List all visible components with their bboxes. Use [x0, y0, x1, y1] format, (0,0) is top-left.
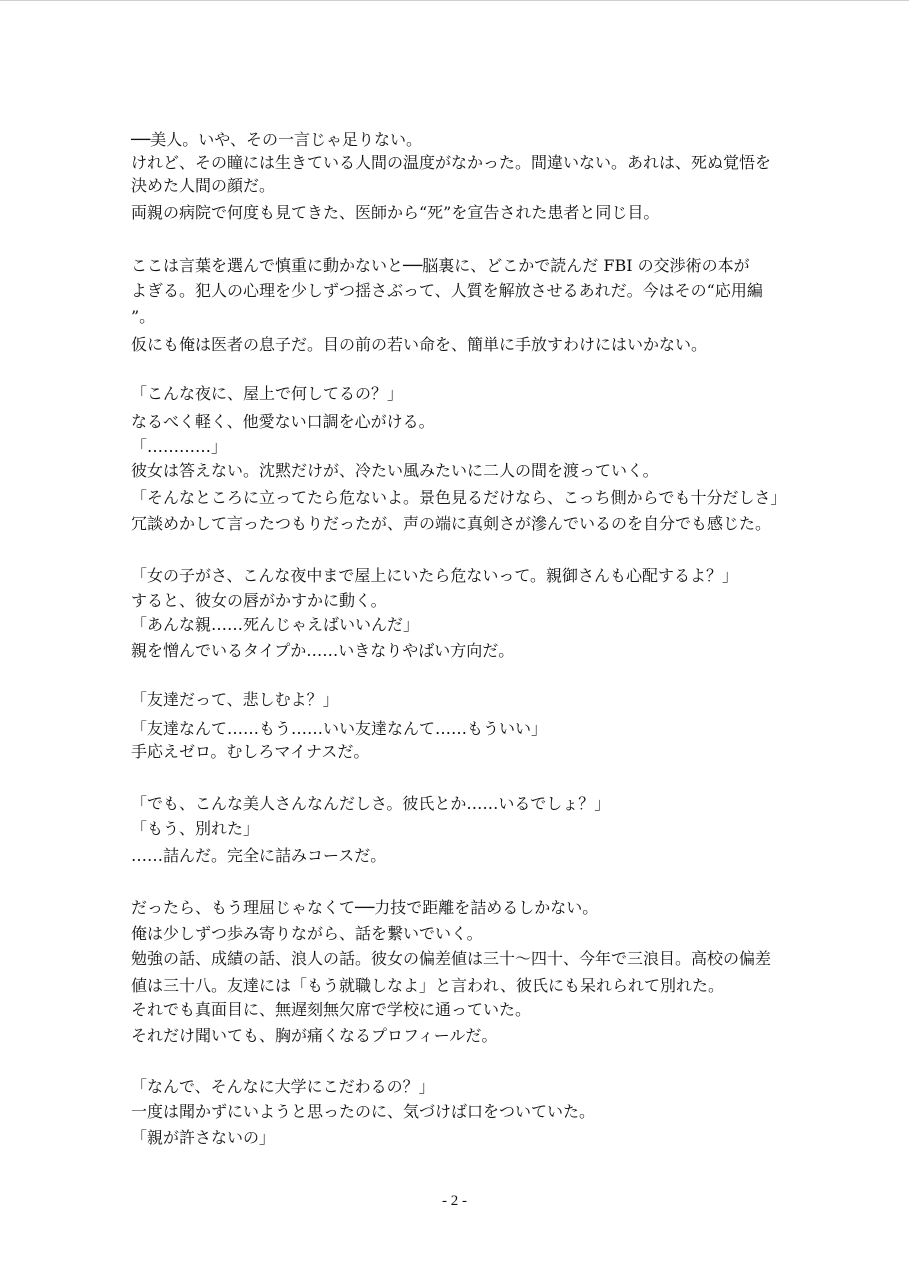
text-line: 両親の病院で何度も見てきた、医師から“死”を宣告された患者と同じ目。 — [131, 203, 660, 222]
text-line: 「親が許さないの」 — [131, 1128, 276, 1147]
text-line: ──美人。いや、その一言じゃ足りない。 — [131, 130, 422, 149]
page-number: - 2 - — [442, 1193, 467, 1209]
text-line: 「友達だって、悲しむよ？」 — [131, 690, 339, 709]
text-line: 「…………」 — [131, 437, 228, 456]
text-line: 値は三十八。友達には「もう就職しなよ」と言われ、彼氏にも呆れられて別れた。 — [131, 976, 724, 995]
text-line: 冗談めかして言ったつもりだったが、声の端に真剣さが滲んでいるのを自分でも感じた。 — [131, 514, 772, 533]
text-line: それでも真面目に、無遅刻無欠席で学校に通っていた。 — [131, 1000, 532, 1019]
text-line: 「女の子がさ、こんな夜中まで屋上にいたら危ないって。親御さんも心配するよ？」 — [131, 566, 739, 585]
text-line: 親を憎んでいるタイプか……いきなりやばい方向だ。 — [131, 641, 515, 660]
text-line: けれど、その瞳には生きている人間の温度がなかった。間違いない。あれは、死ぬ覚悟を — [131, 153, 772, 172]
text-line: 勉強の話、成績の話、浪人の話。彼女の偏差値は三十〜四十、今年で三浪目。高校の偏差 — [131, 949, 772, 968]
text-line: 「でも、こんな美人さんなんだしさ。彼氏とか……いるでしょ？」 — [131, 794, 611, 813]
text-line: 「もう、別れた」 — [131, 819, 260, 838]
text-line: ……詰んだ。完全に詰みコースだ。 — [131, 846, 387, 865]
text-line: それだけ聞いても、胸が痛くなるプロフィールだ。 — [131, 1026, 498, 1045]
text-line: 「あんな親……死んじゃえばいいんだ」 — [131, 615, 420, 634]
text-line: 「なんで、そんなに大学にこだわるの？」 — [131, 1077, 435, 1096]
text-line: 彼女は答えない。沈黙だけが、冷たい風みたいに二人の間を渡っていく。 — [131, 461, 659, 480]
text-line: 一度は聞かずにいようと思ったのに、気づけば口をついていた。 — [131, 1102, 596, 1121]
text-line: 仮にも俺は医者の息子だ。目の前の若い命を、簡単に手放すわけにはいかない。 — [131, 335, 708, 354]
text-line: すると、彼女の唇がかすかに動く。 — [131, 591, 387, 610]
text-line: なるべく軽く、他愛ない口調を心がける。 — [131, 412, 435, 431]
text-line: 「こんな夜に、屋上で何してるの？」 — [131, 384, 404, 403]
text-line: よぎる。犯人の心理を少しずつ揺さぶって、人質を解放させるあれだ。今はその“応用編 — [131, 281, 763, 300]
text-line: ”。 — [131, 307, 156, 326]
text-line: 手応えゼロ。むしろマイナスだ。 — [131, 742, 370, 761]
text-line: 「友達なんて……もう……いい友達なんて……もういい」 — [131, 719, 548, 738]
text-line: だったら、もう理屈じゃなくて──力技で距離を詰めるしかない。 — [131, 898, 599, 917]
text-line: 俺は少しずつ歩み寄りながら、話を繋いでいく。 — [131, 924, 483, 943]
text-line: 決めた人間の顔だ。 — [131, 176, 276, 195]
text-line: ここは言葉を選んで慎重に動かないと──脳裏に、どこかで読んだ FBI の交渉術の本が — [131, 256, 750, 275]
text-line: 「そんなところに立ってたら危ないよ。景色見るだけなら、こっち側からでも十分だしさ」 — [131, 488, 787, 507]
